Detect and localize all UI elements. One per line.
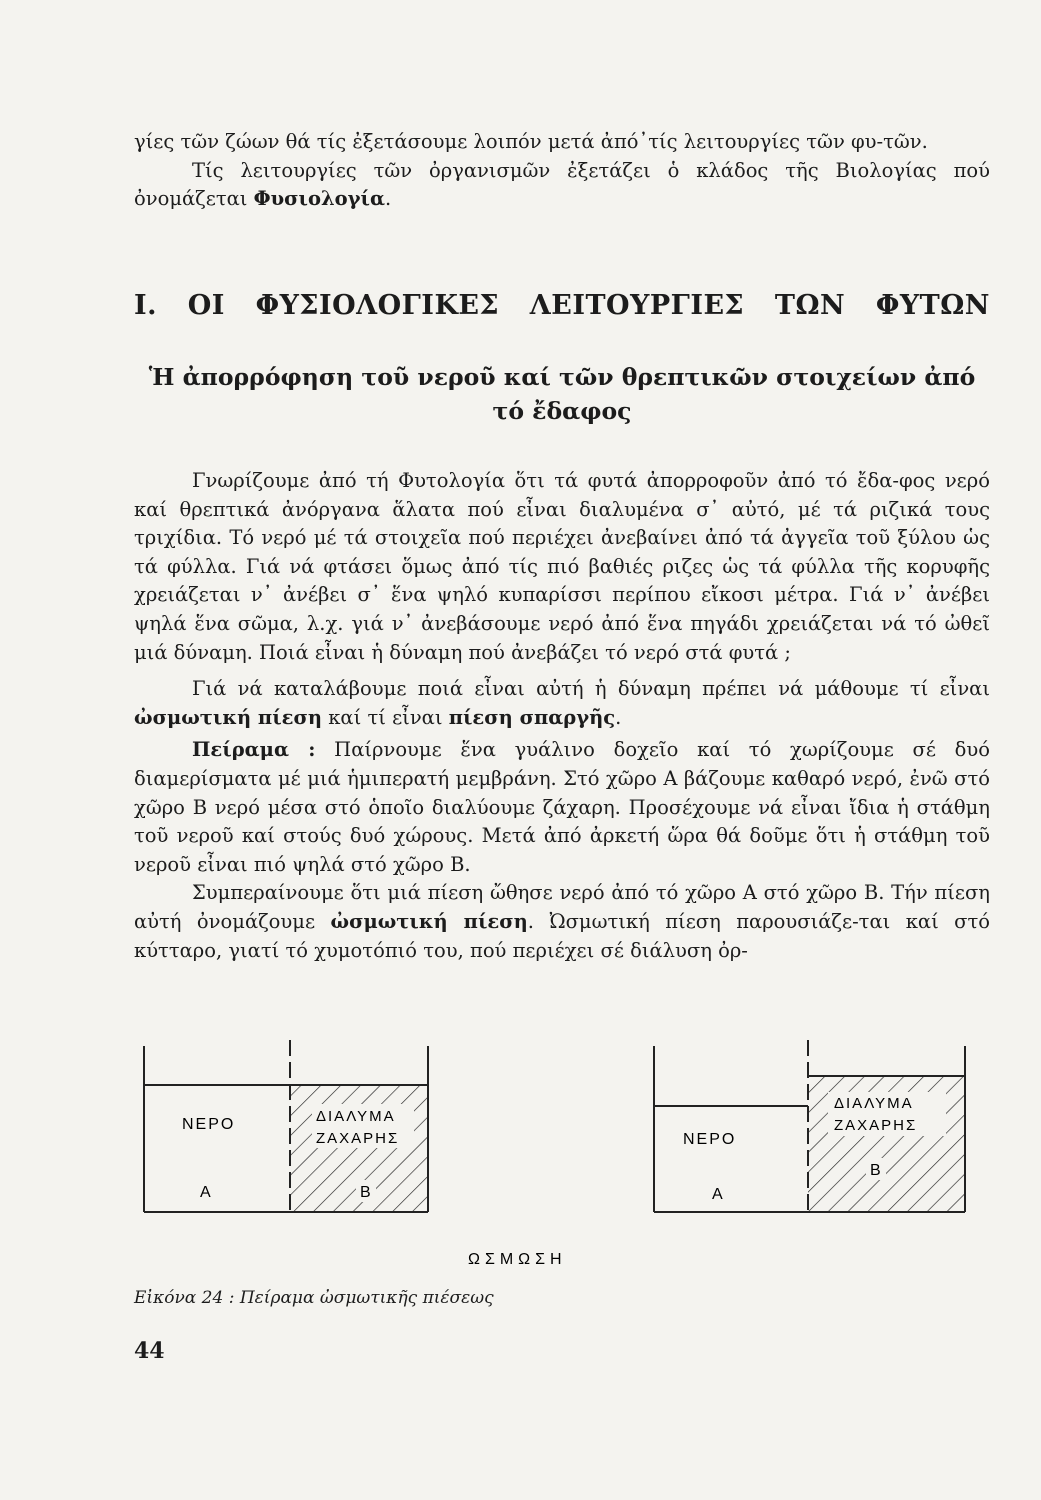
osmosis-figure-title: ΩΣΜΩΣΗ <box>468 1251 567 1268</box>
solution-label-left-1: ΔΙΑΛΥΜΑ <box>316 1108 396 1125</box>
text-span: . Ὠσμωτική πίεση παρουσιάζε-ται καί στό κύτταρο, γιατί τό χυμοτόπιό του, πού περιέχει σέ διάλυση ὀρ- <box>134 909 990 962</box>
text-span: καί τί εἶναι <box>322 705 449 729</box>
intro-continuation: γίες τῶν ζώων θά τίς ἐξετάσουμε λοιπόν μετά ἀπό᾽τίς λειτουργίες τῶν φυ-τῶν. <box>134 130 928 153</box>
figure-caption: Εἰκόνα 24 : Πείραμα ὠσμωτικῆς πιέσεως <box>134 1288 494 1308</box>
text-span: Γιά νά καταλάβουμε ποιά εἶναι αὐτή ἡ δύναμη πρέπει νά μάθουμε τί εἶναι <box>192 677 990 701</box>
chapter-title: I. ΟΙ ΦΥΣΙΟΛΟΓΙΚΕΣ ΛΕΙΤΟΥΡΓΙΕΣ ΤΩΝ ΦΥΤΩΝ <box>134 290 990 321</box>
b-label-right: Β <box>870 1162 881 1179</box>
term-osmotic-pressure-2: ὠσμωτική πίεση <box>330 909 528 933</box>
page-number: 44 <box>134 1338 165 1364</box>
term-physiology: Φυσιολογία <box>253 187 385 211</box>
solution-label-left-2: ΖΑΧΑΡΗΣ <box>316 1130 400 1147</box>
b-label-left: Β <box>360 1184 371 1201</box>
water-label-left: ΝΕΡΟ <box>182 1116 236 1133</box>
section-title: Ἡ ἀπορρόφηση τοῦ νεροῦ καί τῶν θρεπτικῶν στοιχείων ἀπό τό ἔδαφος <box>148 363 976 425</box>
a-label-right: Α <box>712 1186 723 1203</box>
solution-label-right-1: ΔΙΑΛΥΜΑ <box>834 1095 914 1112</box>
intro-period: . <box>385 187 392 211</box>
solution-label-right-2: ΖΑΧΑΡΗΣ <box>834 1117 918 1134</box>
text-span: Παίρνουμε ἕνα γυάλινο δοχεῖο καί τό χωρίζουμε σέ δυό διαμερίσματα μέ μιά ἡμιπερατή μεμβράνη. Στό χῶρο Α βάζουμε καθαρό νερό, ἐνῶ στό χῶρο Β νερό μέσα στό ὁποῖο διαλύουμε ζάχαρη. Προσέχουμε νά εἶναι ἴδια ἡ στάθμη τοῦ νεροῦ καί στούς δυό χώρους. Μετά ἀπό ἀρκετή ὥρα θά δοῦμε ὅτι ἡ στάθμη τοῦ νεροῦ εἶναι πιό ψηλά στό χῶρο Β. <box>134 738 990 876</box>
intro-text: Τίς λειτουργίες τῶν ὀργανισμῶν ἐξετάζει ὁ κλάδος τῆς Βιολογίας πού ὀνομάζεται <box>134 158 990 211</box>
paragraph-intro: Γνωρίζουμε ἀπό τή Φυτολογία ὅτι τά φυτά ἀπορροφοῦν ἀπό τό ἔδα-φος νερό καί θρεπτικά ἀνόργανα ἅλατα πού εἶναι διαλυμένα σ᾽ αὐτό, μέ τά ριζικά τους τριχίδια. Τό νερό μέ τά στοιχεῖα πού περιέχει ἀνεβαίνει ἀπό τά ἀγγεῖα τοῦ ξύλου ὡς τά φύλλα. Γιά νά φτάσει ὅμως ἀπό τίς πιό βαθιές ριζες ὡς τά φύλλα τῆς κορυφῆς χρειάζεται ν᾽ ἀνέβει σ᾽ ἕνα ψηλό κυπαρίσσι περίπου εἴκοσι μέτρα. Γιά ν᾽ ἀνέβει ψηλά ἕνα σῶμα, λ.χ. γιά ν᾽ ἀνεβάσουμε νερό ἀπό ἕνα πηγάδι χρειάζεται νά τό ὠθεῖ μιά δύναμη. Ποιά εἶναι ἡ δύναμη πού ἀνεβάζει τό νερό στά φυτά ; <box>134 469 990 664</box>
text-span: Συμπεραίνουμε ὅτι μιά πίεση ὤθησε νερό ἀπό τό χῶρο Α στό χῶρο Β. Τήν πίεση αὐτή ὀνομάζουμε <box>134 881 990 933</box>
term-osmotic-pressure: ὠσμωτική πίεση <box>134 705 323 729</box>
water-label-right: ΝΕΡΟ <box>683 1131 737 1148</box>
text-span: . <box>615 705 622 729</box>
term-turgor-pressure: πίεση σπαργῆς <box>448 705 616 729</box>
container-left <box>144 1040 428 1212</box>
a-label-left: Α <box>200 1184 211 1201</box>
experiment-label: Πείραμα : <box>192 738 316 762</box>
container-right <box>654 1040 965 1212</box>
